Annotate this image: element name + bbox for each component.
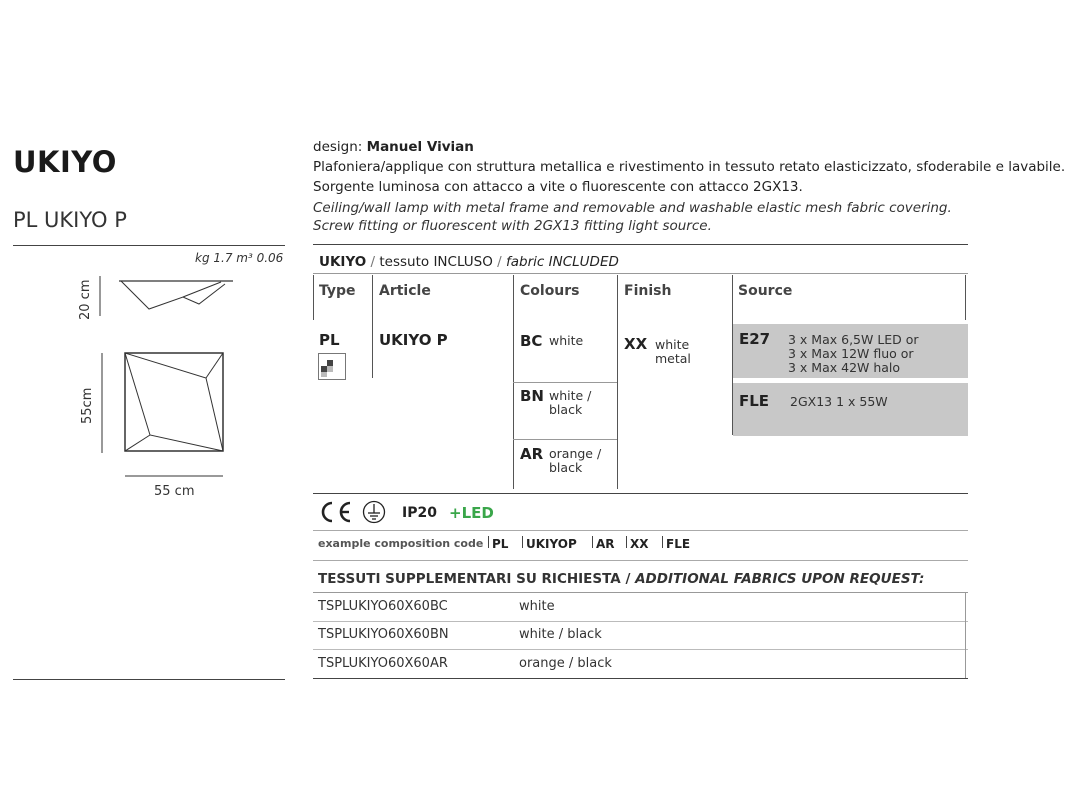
source-desc: 2GX13 1 x 55W [790, 394, 888, 409]
ground-symbol-icon [362, 500, 386, 524]
col-finish-header: Finish [624, 283, 672, 299]
colour-desc: white [549, 333, 584, 348]
example-divider [313, 560, 968, 561]
side-profile-drawing [75, 270, 245, 330]
example-code: PL [492, 537, 509, 551]
cert-divider [313, 530, 968, 531]
source-code: FLE [739, 392, 770, 410]
col-colours-header: Colours [520, 283, 580, 299]
designer-line [313, 139, 474, 155]
description-en-2: Screw fitting or fluorescent with 2GX13 fitting light source. [313, 218, 712, 234]
fabric-desc: orange / black [519, 656, 612, 671]
colour-desc: white / [549, 388, 592, 403]
example-code: FLE [666, 537, 691, 551]
code-separator [592, 536, 593, 548]
dim-height-label: 20 cm [78, 279, 93, 320]
col-separator [965, 275, 966, 320]
col-separator [965, 592, 966, 678]
fabric-code: TSPLUKIYO60X60AR [318, 656, 448, 671]
header-separator: / [370, 254, 376, 270]
row-divider [513, 382, 617, 383]
description-it-2: Sorgente luminosa con attacco a vite o fluorescente con attacco 2GX13. [313, 179, 803, 195]
code-separator [662, 536, 663, 548]
fabric-desc: white [519, 599, 555, 614]
colour-desc: black [549, 460, 583, 475]
code-separator [626, 536, 627, 548]
source-desc: 3 x Max 6,5W LED or [788, 332, 919, 347]
col-article-header: Article [379, 283, 431, 299]
colour-option [520, 444, 602, 475]
table-header-divider [313, 273, 968, 274]
fabrics-header [318, 571, 924, 587]
finish-desc: white [655, 337, 690, 352]
finish-desc: metal [655, 351, 691, 366]
example-code: AR [596, 537, 615, 551]
col-separator [617, 275, 618, 489]
source-desc: 3 x Max 12W fluo or [788, 346, 914, 361]
row-divider [513, 439, 617, 440]
article-code: UKIYO P [379, 331, 448, 349]
product-code: PL UKIYO P [13, 208, 127, 232]
header-separator: / [497, 254, 502, 270]
source-option [733, 324, 968, 378]
colour-option [520, 331, 584, 350]
description-it-1: Plafoniera/applique con struttura metallica e rivestimento in tessuto retato elasticizzato, sfoderabile e lavabile. [313, 159, 1065, 175]
col-separator [313, 275, 314, 320]
fabrics-divider [313, 592, 968, 593]
fabrics-bottom-divider [313, 678, 968, 679]
col-type-header: Type [319, 283, 356, 299]
table-header-line [319, 254, 619, 270]
table-top-divider [313, 244, 968, 245]
header-separator: / [625, 571, 631, 587]
dim-width-label: 55 cm [154, 484, 195, 499]
source-option [733, 383, 968, 436]
code-separator [488, 536, 489, 548]
example-label: example composition code [318, 537, 484, 550]
front-view-drawing [95, 348, 245, 483]
colour-option [520, 386, 592, 417]
source-code: E27 [739, 330, 771, 348]
dim-side-label: 55cm [80, 387, 95, 424]
led-badge: +LED [449, 504, 494, 522]
finish-code: XX [624, 335, 648, 353]
example-code: UKIYOP [526, 537, 577, 551]
ceiling-mount-icon [318, 353, 347, 381]
col-separator [372, 275, 373, 378]
colour-code: BN [520, 387, 544, 405]
left-bottom-divider [13, 679, 285, 680]
fabric-desc: white / black [519, 627, 602, 642]
product-title: UKIYO [13, 145, 117, 179]
col-source-header: Source [738, 283, 793, 299]
fabric-code: TSPLUKIYO60X60BC [318, 599, 448, 614]
left-top-divider [13, 245, 285, 246]
fabric-included-en: fabric INCLUDED [506, 254, 619, 270]
example-code: XX [630, 537, 649, 551]
weight-volume: kg 1.7 m³ 0.06 [195, 251, 284, 265]
fabrics-header-en: ADDITIONAL FABRICS UPON REQUEST: [635, 571, 925, 587]
table-header-name: UKIYO [319, 254, 367, 270]
colour-code: AR [520, 445, 544, 463]
code-separator [522, 536, 523, 548]
colour-code: BC [520, 332, 543, 350]
fabric-included-it: tessuto INCLUSO [379, 254, 493, 270]
type-code: PL [319, 331, 340, 349]
colour-desc: orange / [549, 446, 602, 461]
ip-rating: IP20 [402, 505, 437, 521]
fabric-row-divider [313, 621, 968, 622]
fabric-row-divider [313, 649, 968, 650]
designer-name: Manuel Vivian [366, 139, 474, 155]
fabrics-header-it: TESSUTI SUPPLEMENTARI SU RICHIESTA [318, 571, 621, 587]
source-desc: 3 x Max 42W halo [788, 360, 901, 375]
design-label: design: [313, 139, 363, 155]
ce-mark-icon [318, 500, 352, 524]
fabric-code: TSPLUKIYO60X60BN [318, 627, 449, 642]
colour-desc: black [549, 402, 583, 417]
description-en-1: Ceiling/wall lamp with metal frame and removable and washable elastic mesh fabric covering. [313, 200, 952, 216]
table-bottom-divider [313, 493, 968, 494]
